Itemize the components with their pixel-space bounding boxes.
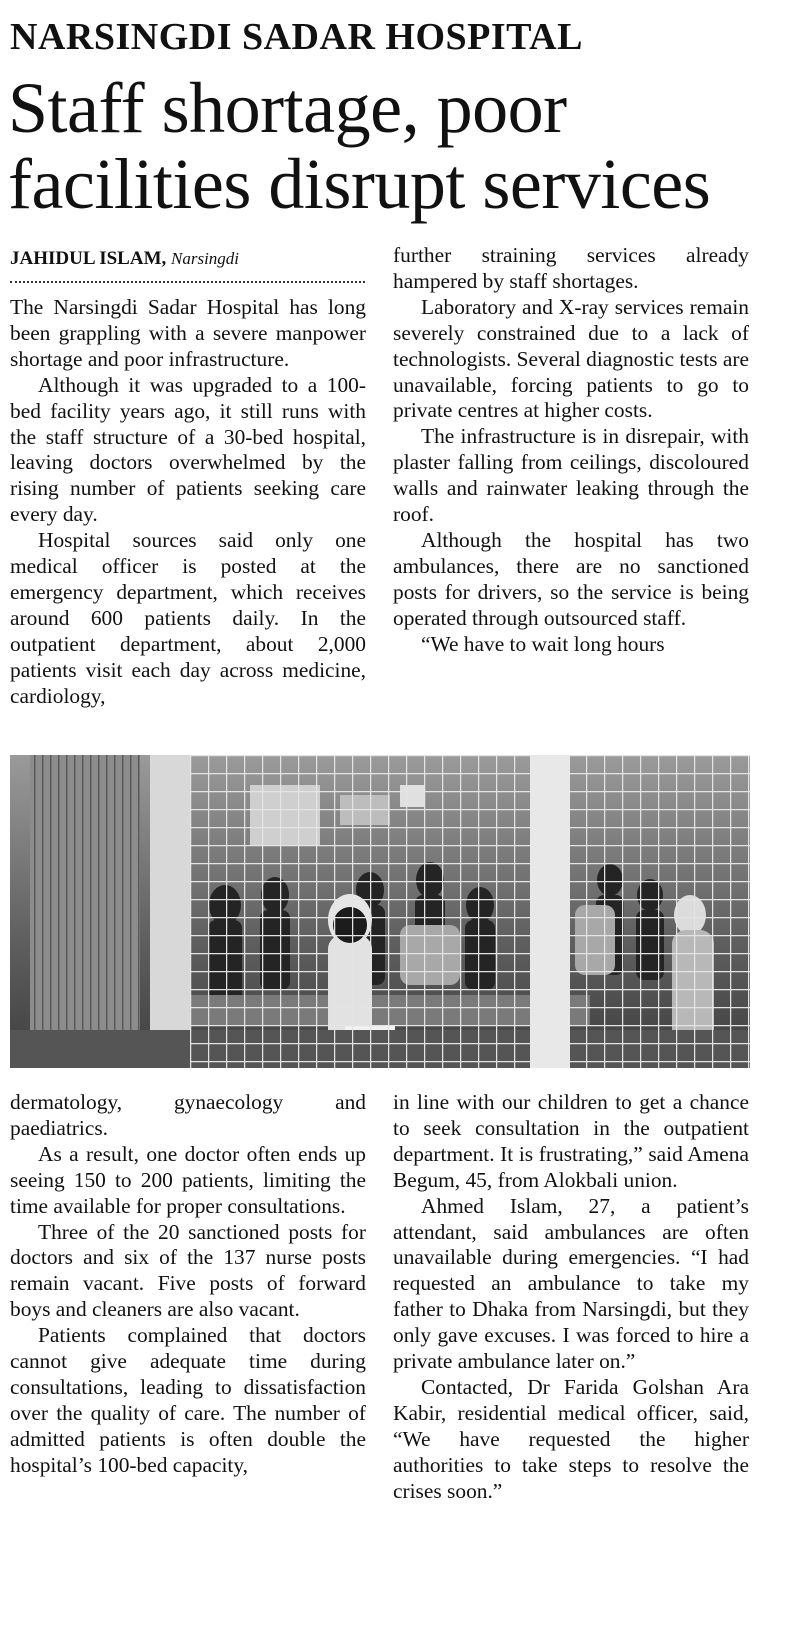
paragraph: Patients complained that doctors cannot give adequate time during consultations, leading to dissatisfaction over the quality of care. The number of admitted patients is often double the hospital’s 100-bed capacity, (10, 1323, 366, 1477)
paragraph: Although the hospital has two ambulances, there are no sanctioned posts for drivers, so the service is being operated through outsourced staff. (393, 527, 749, 630)
column-2 (393, 243, 749, 658)
byline-divider (10, 281, 365, 283)
paragraph: Although it was upgraded to a 100-bed facility years ago, it still runs with the staff structure of a 30-bed hospital, leaving doctors overwhelmed by the rising number of patients seeking care every day. (10, 372, 366, 527)
byline-place: Narsingdi (171, 249, 240, 268)
paragraph: Laboratory and X-ray services remain severely constrained due to a lack of technologists. Several diagnostic tests are unavailable, forcing patients to go to private centres at higher costs. (393, 294, 749, 423)
byline (10, 248, 239, 270)
paragraph: further straining services already hampered by staff shortages. (393, 243, 749, 293)
paragraph: Hospital sources said only one medical officer is posted at the emergency department, which receives around 600 patients daily. In the outpatient department, about 2,000 patients visit each day across medicine, cardiology, (10, 528, 366, 708)
paragraph: in line with our children to get a chance to seek consultation in the outpatient department. It is frustrating,” said Amena Begum, 45, from Alokbali union. (393, 1090, 749, 1192)
paragraph: Contacted, Dr Farida Golshan Ara Kabir, residential medical officer, said, “We have requested the higher authorities to take steps to resolve the crises soon.” (393, 1374, 749, 1503)
paragraph: dermatology, gynaecology and paediatrics. (10, 1090, 366, 1140)
paragraph: The infrastructure is in disrepair, with plaster falling from ceilings, discoloured walls and rainwater leaking through the roof. (393, 424, 749, 527)
column-3 (10, 1090, 366, 1479)
headline: Staff shortage, poor facilities disrupt services (8, 68, 711, 224)
byline-author: JAHIDUL ISLAM, (10, 248, 167, 269)
paragraph: As a result, one doctor often ends up seeing 150 to 200 patients, limiting the time available for proper consultations. (10, 1141, 366, 1218)
paragraph: Ahmed Islam, 27, a patient’s attendant, said ambulances are often unavailable during emergencies. “I had requested an ambulance to take my father to Dhaka from Narsingdi, but they only gave excuses. I was forced to hire a private ambulance later on.” (393, 1193, 749, 1374)
paragraph: Three of the 20 sanctioned posts for doctors and six of the 137 nurse posts remain vacant. Five posts of forward boys and cleaners are also vacant. (10, 1219, 366, 1322)
column-4 (393, 1090, 749, 1505)
news-photo (10, 755, 750, 1068)
section-kicker: NARSINGDI SADAR HOSPITAL (10, 16, 583, 58)
paragraph: The Narsingdi Sadar Hospital has long been grappling with a severe manpower shortage and poor infrastructure. (10, 295, 366, 371)
paragraph: “We have to wait long hours (421, 631, 665, 656)
column-1 (10, 295, 366, 710)
